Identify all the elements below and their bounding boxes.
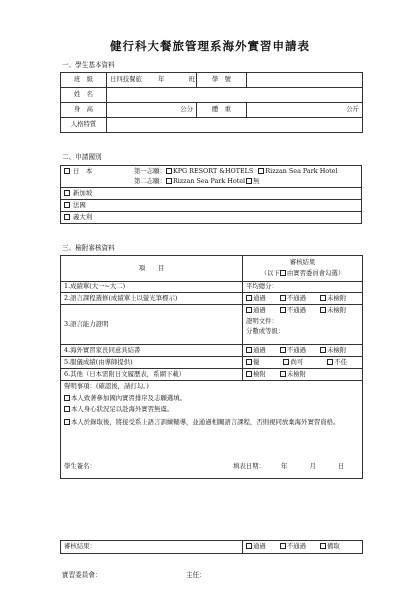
row4-missing-checkbox[interactable] [320, 347, 326, 353]
japan-label: 日 本 [73, 166, 93, 175]
row2-result [243, 293, 363, 305]
decl3-text: 本人於錄取後，將接受系上語言訓練輔導，並通過相關語言課程，否則視同放棄海外實習資格。 [71, 418, 340, 427]
weight-label: 體 重 [197, 103, 247, 118]
row2-missing-label: 未檢附 [327, 293, 347, 302]
decl1-checkbox[interactable] [64, 395, 70, 401]
result-sub-checkbox [280, 270, 286, 276]
documents-table [60, 255, 363, 479]
row5-bad-label: 不佳 [334, 357, 348, 366]
japan-checkbox[interactable] [64, 168, 70, 174]
review-alternate-label: 備取 [327, 542, 340, 551]
review-options [243, 541, 363, 554]
country-table [60, 165, 362, 224]
singapore-row [61, 188, 362, 200]
committee-label: 實習委員會： [62, 571, 102, 579]
row4-pass-checkbox[interactable] [246, 347, 252, 353]
item-header: 項 目 [61, 256, 243, 282]
row3-pass-label: 通過 [253, 306, 266, 314]
result-header: 審核結果 [289, 258, 316, 267]
declaration-title: 聲明事項：(確認後，請打勾。) [64, 382, 149, 390]
decl1-text: 本人致著參加國內實習排序及志願選填。 [71, 393, 187, 402]
row3-result [243, 305, 363, 345]
first-choice-kpg: KPG RESORT &HOTELS [172, 166, 254, 175]
row2-fail-checkbox[interactable] [280, 295, 286, 301]
row6-missing-label: 未檢附 [286, 369, 306, 378]
row4-item: 4.海外實習家長同意具結書 [61, 345, 243, 357]
row3-score-label: 分數或等級： [246, 327, 285, 336]
singapore-checkbox[interactable] [64, 190, 70, 196]
student-no-field[interactable] [247, 73, 363, 88]
row2-item: 2.語言課程選修(成績單上以螢光筆標示) [61, 293, 243, 305]
row5-excellent-checkbox[interactable] [246, 359, 252, 365]
row1-result[interactable]: 平均總分： [243, 282, 363, 293]
second-choice-label: 第二志願： [134, 176, 166, 185]
row4-missing-label: 未檢附 [327, 345, 347, 354]
review-table [60, 540, 363, 554]
france-checkbox[interactable] [64, 202, 70, 208]
height-field[interactable] [107, 103, 197, 118]
second-choice-none-checkbox[interactable] [246, 178, 252, 184]
row3-item: 3.語言能力證明 [61, 305, 243, 345]
form-title: 健行科大餐旅管理系海外實習申請表 [110, 39, 310, 53]
height-unit: 公分 [180, 105, 193, 114]
row4-fail-checkbox[interactable] [280, 347, 286, 353]
review-fail-checkbox[interactable] [280, 543, 286, 549]
row5-result [243, 357, 363, 369]
second-choice-rizzan-checkbox[interactable] [166, 178, 172, 184]
result-sub-post: 由實習委員會勾選） [286, 269, 345, 277]
row5-ok-checkbox[interactable] [283, 359, 289, 365]
declaration-cell [61, 381, 363, 479]
review-pass-label: 通過 [253, 542, 266, 551]
row4-fail-label: 不通過 [286, 345, 306, 354]
date-label: 填表日期： [233, 462, 265, 470]
year-label: 年 [158, 75, 165, 84]
weight-unit: 公斤 [346, 105, 359, 114]
class-cell[interactable] [107, 73, 197, 88]
row2-fail-label: 不通過 [286, 293, 306, 302]
student-sign-label: 學生簽名： [64, 462, 96, 470]
row4-result [243, 345, 363, 357]
row5-excellent-label: 優 [253, 357, 260, 366]
row3-proof-label: 證明文件： [246, 316, 278, 325]
date-year: 年 [281, 462, 288, 470]
date-day: 日 [337, 462, 345, 470]
review-alternate-checkbox[interactable] [320, 543, 326, 549]
weight-field[interactable] [247, 103, 363, 118]
first-choice-kpg-checkbox[interactable] [166, 168, 172, 174]
row6-attached-checkbox[interactable] [246, 371, 252, 377]
italy-label: 義大利 [73, 212, 93, 221]
section1-heading: 一、學生基本資料 [62, 61, 115, 69]
review-fail-label: 不通過 [286, 542, 306, 551]
director-label: 主任： [186, 571, 206, 579]
row5-bad-checkbox[interactable] [327, 359, 333, 365]
row2-missing-checkbox[interactable] [320, 295, 326, 301]
traits-field[interactable] [107, 118, 363, 133]
row6-attached-label: 檢附 [253, 369, 266, 378]
japan-row [61, 166, 362, 188]
date-month: 月 [309, 462, 316, 470]
row6-result [243, 369, 363, 381]
result-header-cell [243, 256, 363, 282]
france-label: 法國 [73, 200, 86, 209]
second-choice-none: 無 [253, 176, 260, 185]
row5-item: 5.服儀成績(由導師提供) [61, 357, 243, 369]
row2-pass-label: 通過 [253, 293, 266, 302]
row3-missing-label: 未檢附 [327, 306, 347, 314]
name-label: 姓 名 [61, 88, 107, 103]
student-no-label: 學 號 [197, 73, 247, 88]
decl2-text: 本人身心狀況足以赴海外實習無虞。 [71, 405, 174, 414]
name-field[interactable] [107, 88, 363, 103]
date-row [233, 463, 344, 471]
row3-pass-checkbox[interactable] [246, 307, 252, 313]
decl2-checkbox[interactable] [64, 406, 70, 412]
row6-item: 6.其他（日本需附日文履歷表，系網下載） [61, 369, 243, 381]
row3-missing-checkbox[interactable] [320, 307, 326, 313]
ban-label: 班 [188, 75, 195, 84]
height-label: 身 高 [61, 103, 107, 118]
row4-pass-label: 通過 [253, 345, 266, 354]
second-choice-rizzan: Rizzan Sea Park Hotel [172, 176, 246, 185]
row3-fail-label: 不通過 [286, 306, 306, 314]
row2-pass-checkbox[interactable] [246, 295, 252, 301]
row5-ok-label: 尚可 [290, 357, 304, 366]
section2-heading: 二、申請國別 [62, 153, 102, 161]
singapore-label: 新加坡 [73, 188, 93, 197]
row3-fail-checkbox[interactable] [280, 307, 286, 313]
row1-item: 1.成績單(大一~大二) [61, 282, 243, 293]
italy-row [61, 212, 362, 224]
section3-heading: 三、檢附審核資料 [62, 244, 115, 252]
row6-missing-checkbox[interactable] [280, 371, 286, 377]
first-choice-label: 第一志願： [134, 166, 166, 175]
italy-checkbox[interactable] [64, 214, 70, 220]
result-sub-pre: （以下 [260, 269, 280, 277]
first-choice-rizzan: Rizzan Sea Park Hotel [265, 166, 338, 175]
traits-label: 人格特質 [61, 118, 107, 133]
basic-info-table [60, 72, 363, 133]
review-pass-checkbox[interactable] [246, 543, 252, 549]
review-label: 審核結果： [61, 541, 243, 554]
france-row [61, 200, 362, 212]
class-value: 日四技餐旅 [110, 75, 142, 84]
first-choice-rizzan-checkbox[interactable] [258, 168, 264, 174]
class-label: 班 級 [61, 73, 107, 88]
decl3-checkbox[interactable] [64, 419, 70, 425]
